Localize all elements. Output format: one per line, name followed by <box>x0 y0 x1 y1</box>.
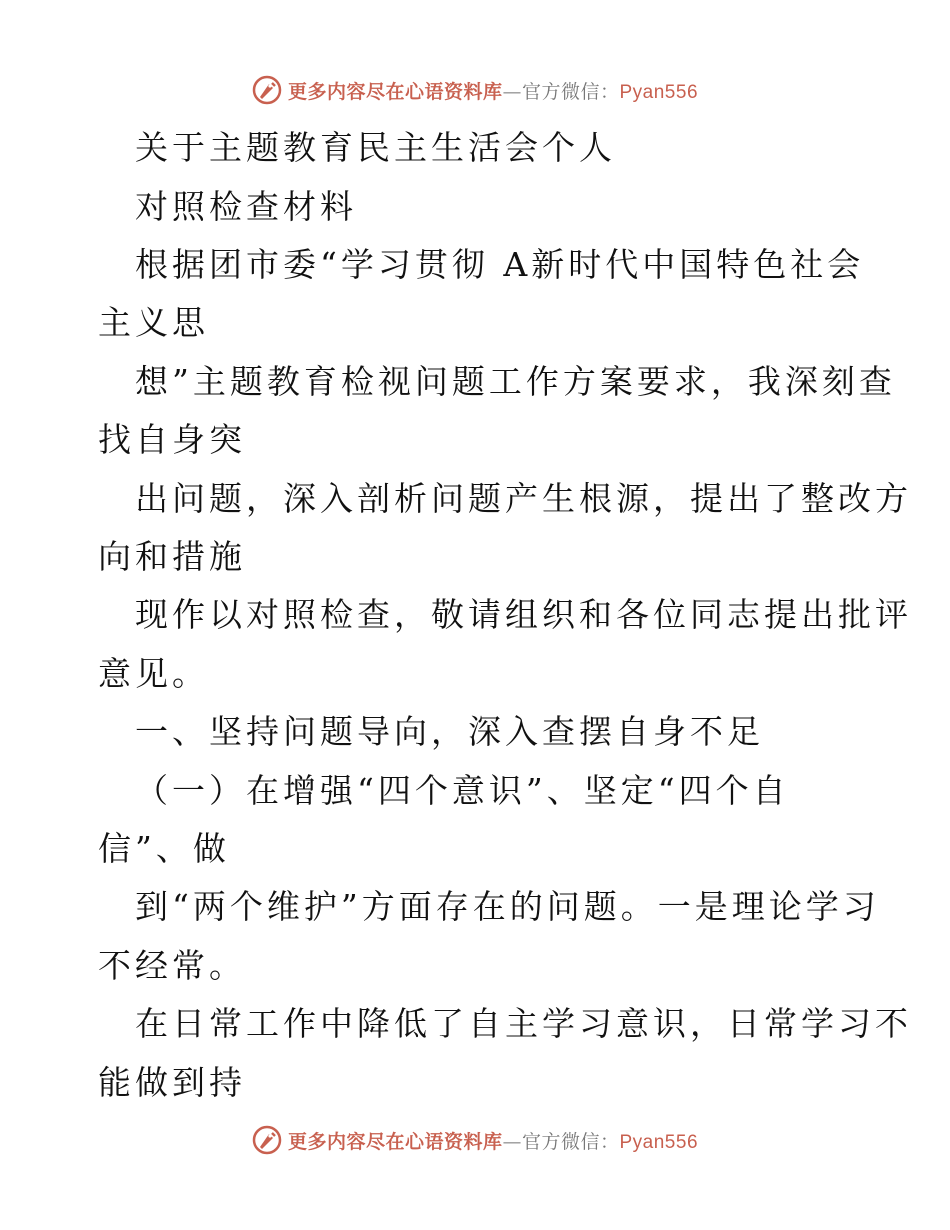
paragraph-line: 能做到持 <box>98 1063 246 1102</box>
watermark-main: 更多内容尽在心语资料库 <box>287 1130 503 1153</box>
title-line-2: 对照检查材料 <box>135 187 357 226</box>
footer-watermark <box>0 1120 950 1160</box>
watermark-side: 官方微信： <box>521 80 620 103</box>
paragraph-line: 到“两个维护”方面存在的问题。一是理论学习 <box>135 887 880 926</box>
paragraph-line: 不经常。 <box>98 946 246 985</box>
paragraph-line: 主义思 <box>98 303 209 342</box>
paragraph-line: 现作以对照检查，敬请组织和各位同志提出批评 <box>135 595 912 634</box>
paragraph-line: 根据团市委“学习贯彻 A新时代中国特色社会 <box>135 245 865 284</box>
pen-nib-logo-icon <box>252 1125 282 1155</box>
watermark-dash: — <box>502 1130 522 1153</box>
paragraph-line: 信”、做 <box>98 829 230 868</box>
header-watermark <box>0 70 950 110</box>
paragraph-line: 想”主题教育检视问题工作方案要求，我深刻查 <box>135 362 896 401</box>
watermark-id: Pyan556 <box>619 1131 699 1153</box>
watermark-dash: — <box>502 80 522 103</box>
watermark-side: 官方微信： <box>521 1130 620 1153</box>
watermark-id: Pyan556 <box>619 81 699 103</box>
watermark-text <box>288 77 698 104</box>
watermark-text <box>288 1127 698 1154</box>
subsection-heading: （一）在增强“四个意识”、坚定“四个自 <box>135 771 790 810</box>
title-line-1: 关于主题教育民主生活会个人 <box>135 128 616 167</box>
section-heading: 一、坚持问题导向，深入查摆自身不足 <box>135 712 764 751</box>
paragraph-line: 意见。 <box>98 654 209 693</box>
paragraph-line: 向和措施 <box>98 537 246 576</box>
watermark-main: 更多内容尽在心语资料库 <box>287 80 503 103</box>
pen-nib-logo-icon <box>252 75 282 105</box>
paragraph-line: 出问题，深入剖析问题产生根源，提出了整改方 <box>135 479 912 518</box>
paragraph-line: 在日常工作中降低了自主学习意识，日常学习不 <box>135 1004 912 1043</box>
paragraph-line: 找自身突 <box>98 420 246 459</box>
